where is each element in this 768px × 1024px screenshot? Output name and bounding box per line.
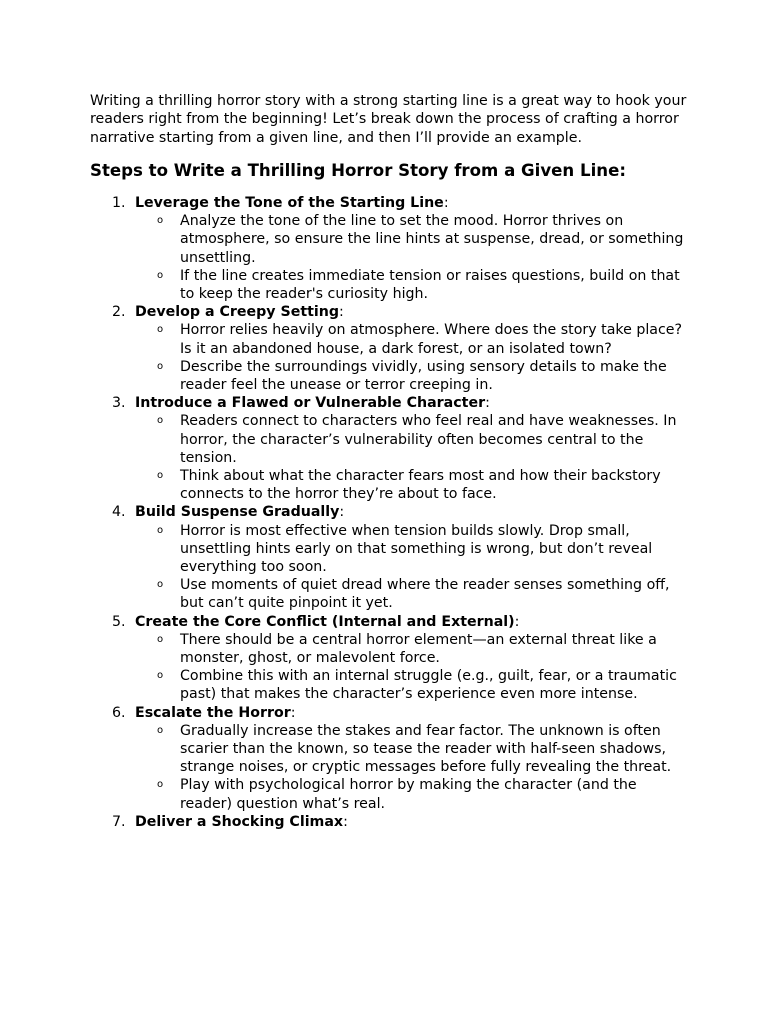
bullet-item (135, 412, 690, 467)
step-number: 7. (112, 813, 126, 830)
bullet-text: Combine this with an internal struggle (e.g., guilt, fear, or a traumatic past) that makes the character’s experience even more intense. (180, 668, 677, 703)
step-title-colon: : (339, 304, 344, 321)
step-number: 1. (112, 194, 126, 211)
step-title: Leverage the Tone of the Starting Line (135, 194, 444, 211)
step-item (90, 813, 690, 831)
step-number: 4. (112, 504, 126, 521)
step-number: 6. (112, 704, 126, 721)
document-page (90, 92, 690, 831)
step-item (90, 613, 690, 704)
bullet-item (135, 522, 690, 577)
bullet-text: Play with psychological horror by making the character (and the reader) question what’s real. (180, 777, 637, 812)
bullet-circle-icon: o (157, 633, 164, 645)
step-title: Escalate the Horror (135, 704, 291, 721)
step-number: 5. (112, 613, 126, 630)
step-title-colon: : (514, 613, 520, 630)
bullet-item (135, 467, 690, 503)
bullet-circle-icon: o (157, 670, 164, 682)
bullet-item (135, 667, 690, 703)
step-title-colon: : (443, 194, 449, 211)
step-item (90, 503, 690, 612)
step-title: Introduce a Flawed or Vulnerable Character (135, 395, 486, 412)
bullet-item (135, 212, 690, 267)
bullet-item (135, 776, 690, 812)
bullet-list (135, 321, 690, 394)
bullet-text: Readers connect to characters who feel real and have weaknesses. In horror, the character’s vulnerability often becomes central to the tension. (180, 413, 677, 466)
step-title-colon: : (485, 395, 490, 412)
bullet-circle-icon: o (157, 469, 164, 481)
bullet-item (135, 576, 690, 612)
step-item (90, 194, 690, 303)
bullet-text: Analyze the tone of the line to set the mood. Horror thrives on atmosphere, so ensure the line hints at suspense, dread, or something unsettling. (180, 213, 684, 266)
bullet-list (135, 212, 690, 303)
bullet-list (135, 522, 690, 613)
step-title-colon: : (343, 813, 348, 830)
step-title: Develop a Creepy Setting (135, 304, 340, 321)
bullet-circle-icon: o (157, 524, 164, 536)
bullet-circle-icon: o (157, 779, 164, 791)
bullet-text: If the line creates immediate tension or raises questions, build on that to keep the reader's curiosity high. (180, 267, 680, 302)
bullet-list (135, 722, 690, 813)
step-title-colon: : (290, 704, 296, 721)
bullet-list (135, 412, 690, 503)
step-title: Build Suspense Gradually (135, 504, 340, 521)
bullet-text: Describe the surroundings vividly, using sensory details to make the reader feel the unease or terror creeping in. (180, 358, 667, 393)
step-title: Create the Core Conflict (Internal and External) (135, 613, 515, 630)
intro-paragraph: Writing a thrilling horror story with a strong starting line is a great way to hook your readers right from the beginning! Let’s break down the process of crafting a horror narrative starting from a given line, and then I’ll provide an example. (90, 93, 687, 146)
step-item (90, 394, 690, 503)
bullet-item (135, 722, 690, 777)
step-title-colon: : (339, 504, 345, 521)
bullet-circle-icon: o (157, 215, 164, 227)
step-number: 3. (112, 395, 126, 412)
bullet-text: Horror relies heavily on atmosphere. Where does the story take place? Is it an abandoned house, a dark forest, or an isolated town? (180, 322, 683, 357)
step-title: Deliver a Shocking Climax (135, 813, 344, 830)
bullet-circle-icon: o (157, 724, 164, 736)
section-heading: Steps to Write a Thrilling Horror Story from a Given Line: (90, 160, 626, 180)
bullet-circle-icon: o (157, 579, 164, 591)
bullet-item (135, 267, 690, 303)
bullet-text: Use moments of quiet dread where the reader senses something off, but can’t quite pinpoint it yet. (180, 577, 670, 612)
bullet-circle-icon: o (157, 415, 164, 427)
bullet-circle-icon: o (157, 324, 164, 336)
step-item (90, 704, 690, 813)
bullet-text: There should be a central horror element—an external threat like a monster, ghost, or malevolent force. (180, 631, 657, 666)
bullet-text: Gradually increase the stakes and fear factor. The unknown is often scarier than the known, so tease the reader with half-seen shadows, strange noises, or cryptic messages before fully revealing the threat. (180, 722, 672, 776)
bullet-item (135, 631, 690, 667)
step-item (90, 303, 690, 394)
steps-list (90, 194, 690, 831)
bullet-item (135, 358, 690, 394)
bullet-list (135, 631, 690, 704)
bullet-item (135, 321, 690, 357)
step-number: 2. (112, 304, 126, 321)
bullet-text: Horror is most effective when tension builds slowly. Drop small, unsettling hints early on that something is wrong, but don’t reveal everything too soon. (180, 522, 653, 575)
bullet-circle-icon: o (157, 360, 164, 372)
bullet-text: Think about what the character fears most and how their backstory connects to the horror they’re about to face. (180, 467, 661, 503)
bullet-circle-icon: o (157, 269, 164, 281)
